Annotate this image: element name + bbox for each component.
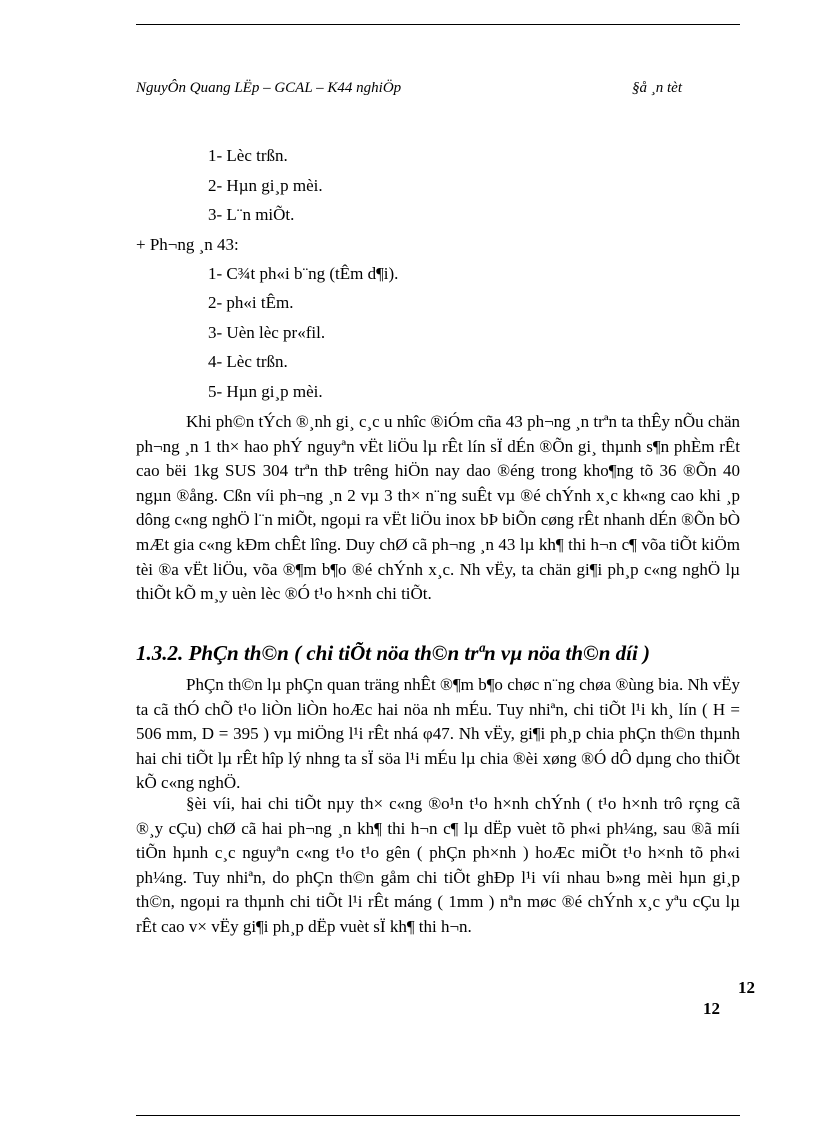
header-author: NguyÔn Quang LËp – GCAL – K44 nghiÖp <box>136 80 402 96</box>
list-a-item: 1- Lèc trßn. <box>208 146 288 165</box>
bottom-rule <box>136 1115 740 1116</box>
paragraph-forming-text: §èi víi, hai chi tiÕt nµy th× c«ng ®o¹n t¹o h×nh chÝnh ( t¹o h×nh trô rçng cã ®¸y cÇu) chØ cã hai ph¬ng ¸n kh¶ thi h¬n c¶ lµ dËp vuèt tõ ph«i ph¼ng, sau ®ã míi tiÕn hµnh c¸c nguyªn c«ng t¹o t¹o gên ( phÇn ph×nh ) hoÆc miÕt t¹o h×nh tõ ph«i ph¼ng. Tuy nhiªn, do phÇn th©n gåm chi tiÕt ghÐp l¹i víi nhau b»ng mèi hµn gi¸p th©n, ngoµi ra thµnh chi tiÕt l¹i rÊt máng ( 1mm ) nªn møc ®é chÝnh x¸c yªu cÇu lµ rÊt cao v× vËy gi¶i ph¸p dËp vuèt sÏ kh¶ thi h¬n. <box>136 794 740 936</box>
list-b-item: 2- ph«i tÊm. <box>208 293 294 312</box>
page-number-footer: 12 <box>703 999 720 1018</box>
list-b-item: 5- Hµn gi¸p mèi. <box>208 382 323 401</box>
paragraph-forming <box>136 792 740 940</box>
list-b-item: 4- Lèc trßn. <box>208 352 288 371</box>
list-b-item: 1- C¾t ph«i b¨ng (tÊm d¶i). <box>208 264 399 283</box>
list-b-item: 3- Uèn lèc pr«fil. <box>208 323 326 342</box>
page-number: 12 <box>738 978 755 997</box>
header-title: §å ¸n tèt <box>632 80 682 96</box>
paragraph-analysis <box>136 410 740 607</box>
paragraph-body-part-text: PhÇn th©n lµ phÇn quan träng nhÊt ®¶m b¶o chøc n¨ng chøa ®ùng bia. Nh vËy ta cã thÓ chÕ t¹o liÒn liÒn hoÆc hai nöa nh mÉu. Tuy nhiªn, chi tiÕt l¹i kh¸ lín ( H = 506 mm, D = 395 ) vµ miÖng l¹i rÊt nhá φ47. Nh vËy, gi¶i ph¸p chia phÇn th©n thµnh hai chi tiÕt lµ rÊt hîp lý nhng ta sÏ söa l¹i mÉu lµ chia ®èi xøng ®Ó dÔ dµng cho thiÕt kÕ c«ng nghÖ. <box>136 675 740 793</box>
list-a-item: 3- L¨n miÕt. <box>208 205 295 224</box>
list-a-item: 2- Hµn gi¸p mèi. <box>208 176 323 195</box>
paragraph-body-part <box>136 673 740 796</box>
section-heading: 1.3.2. PhÇn th©n ( chi tiÕt nöa th©n trªn vµ nöa th©n díi ) <box>136 641 651 665</box>
paragraph-analysis-text: Khi ph©n tÝch ®¸nh gi¸ c¸c u nhîc ®iÓm cña 43 ph¬ng ¸n trªn ta thÊy nÕu chän ph¬ng ¸n 1 th× hao phÝ nguyªn vËt liÖu lµ rÊt lín sÏ dÉn ®Õn gi¸ thµnh s¶n phÈm rÊt cao bëi 1kg SUS 304 trªn thÞ trêng hiÖn nay dao ®éng trong kho¶ng tõ 36 ®Õn 40 ngµn ®ång. Cßn víi ph¬ng ¸n 2 vµ 3 th× n¨ng suÊt vµ ®é chÝnh x¸c kh«ng cao khi ¸p dông c«ng nghÖ l¨n miÕt, ngoµi ra vËt liÖu inox bÞ biÕn cøng rÊt nhanh dÉn ®Õn bÒ mÆt gia c«ng kÐm chÊt lîng. Duy chØ cã ph¬ng ¸n 43 lµ kh¶ thi h¬n c¶ võa tiÕt kiÖm tèi ®a vËt liÖu, võa ®¶m b¶o ®é chÝnh x¸c. Nh vËy, ta chän gi¶i ph¸p c«ng nghÖ lµ thiÕt kÕ m¸y uèn lèc ®Ó t¹o h×nh chi tiÕt. <box>136 412 740 604</box>
method-43-label: + Ph¬ng ¸n 43: <box>136 235 239 254</box>
top-rule <box>136 24 740 25</box>
